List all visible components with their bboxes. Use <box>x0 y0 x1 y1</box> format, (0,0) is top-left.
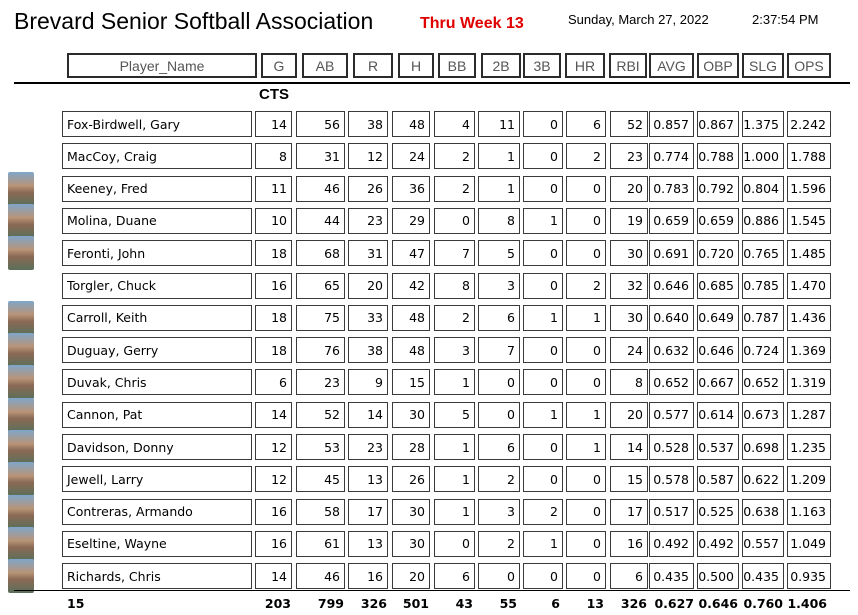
stat-h: 36 <box>392 176 430 202</box>
player-photo <box>8 430 34 464</box>
stat-avg: 0.632 <box>649 337 694 363</box>
player-name: Duguay, Gerry <box>62 337 252 363</box>
table-row <box>0 208 858 234</box>
player-photo <box>8 462 34 496</box>
player-name: Duvak, Chris <box>62 369 252 395</box>
stat-bb: 7 <box>434 240 475 266</box>
stat-g: 11 <box>255 176 292 202</box>
stat-hr: 1 <box>566 305 606 331</box>
table-row <box>0 499 858 525</box>
stat-rbi: 23 <box>610 143 648 169</box>
stat-r: 17 <box>348 499 388 525</box>
player-name: Jewell, Larry <box>62 466 252 492</box>
player-name: Torgler, Chuck <box>62 273 252 299</box>
column-header-hr: HR <box>565 53 605 78</box>
stat-bb: 5 <box>434 402 475 428</box>
stat-r: 16 <box>348 563 388 589</box>
stat-3b: 0 <box>523 240 563 266</box>
player-name: MacCoy, Craig <box>62 143 252 169</box>
stat-3b: 0 <box>523 434 563 460</box>
stat-rbi: 24 <box>610 337 648 363</box>
stat-h: 24 <box>392 143 430 169</box>
stat-2b: 0 <box>478 563 520 589</box>
stat-ab: 61 <box>296 531 345 557</box>
stat-avg: 0.652 <box>649 369 694 395</box>
stat-g: 6 <box>255 369 292 395</box>
stat-rbi: 15 <box>610 466 648 492</box>
stat-ab: 52 <box>296 402 345 428</box>
stat-2b: 1 <box>478 143 520 169</box>
table-row <box>0 111 858 137</box>
stat-ab: 23 <box>296 369 345 395</box>
stat-ab: 58 <box>296 499 345 525</box>
player-photo <box>8 365 34 399</box>
stat-g: 8 <box>255 143 292 169</box>
stat-g: 18 <box>255 305 292 331</box>
stat-rbi: 16 <box>610 531 648 557</box>
stat-3b: 1 <box>523 531 563 557</box>
stat-h: 29 <box>392 208 430 234</box>
stat-obp: 0.867 <box>697 111 739 137</box>
column-header-slg: SLG <box>742 53 784 78</box>
stat-ab: 68 <box>296 240 345 266</box>
stat-slg: 0.804 <box>742 176 784 202</box>
stat-ab: 65 <box>296 273 345 299</box>
stat-obp: 0.667 <box>697 369 739 395</box>
stat-rbi: 52 <box>610 111 648 137</box>
stat-3b: 0 <box>523 369 563 395</box>
stat-ops: 1.470 <box>787 273 831 299</box>
stat-rbi: 20 <box>610 402 648 428</box>
total-obp: 0.646 <box>698 596 738 611</box>
stat-3b: 0 <box>523 466 563 492</box>
player-name: Eseltine, Wayne <box>62 531 252 557</box>
stat-bb: 3 <box>434 337 475 363</box>
stat-rbi: 6 <box>610 563 648 589</box>
stat-h: 48 <box>392 337 430 363</box>
stat-ops: 0.935 <box>787 563 831 589</box>
stat-obp: 0.788 <box>697 143 739 169</box>
column-header-r: R <box>353 53 393 78</box>
header-divider <box>14 82 850 84</box>
player-photo <box>8 559 34 593</box>
stat-3b: 1 <box>523 305 563 331</box>
stat-bb: 8 <box>434 273 475 299</box>
player-photo <box>8 495 34 529</box>
stat-obp: 0.649 <box>697 305 739 331</box>
stat-ops: 1.319 <box>787 369 831 395</box>
stat-rbi: 30 <box>610 305 648 331</box>
stat-ops: 1.235 <box>787 434 831 460</box>
stat-hr: 2 <box>566 143 606 169</box>
stat-2b: 5 <box>478 240 520 266</box>
player-photo <box>8 301 34 335</box>
stat-g: 16 <box>255 273 292 299</box>
stat-3b: 0 <box>523 176 563 202</box>
stat-avg: 0.435 <box>649 563 694 589</box>
table-row <box>0 240 858 266</box>
stat-bb: 2 <box>434 143 475 169</box>
stat-rbi: 8 <box>610 369 648 395</box>
stat-rbi: 17 <box>610 499 648 525</box>
stat-h: 42 <box>392 273 430 299</box>
table-row <box>0 176 858 202</box>
stat-3b: 2 <box>523 499 563 525</box>
total-3b: 6 <box>551 596 560 611</box>
stat-obp: 0.646 <box>697 337 739 363</box>
stat-r: 14 <box>348 402 388 428</box>
stat-3b: 0 <box>523 337 563 363</box>
stat-h: 20 <box>392 563 430 589</box>
table-row <box>0 531 858 557</box>
stat-ab: 75 <box>296 305 345 331</box>
stat-slg: 0.886 <box>742 208 784 234</box>
column-header-bb: BB <box>438 53 476 78</box>
player-name: Carroll, Keith <box>62 305 252 331</box>
stat-avg: 0.659 <box>649 208 694 234</box>
player-photo <box>8 236 34 270</box>
stat-2b: 3 <box>478 273 520 299</box>
stat-h: 47 <box>392 240 430 266</box>
stat-hr: 0 <box>566 176 606 202</box>
total-rbi: 326 <box>620 596 647 611</box>
stat-h: 48 <box>392 305 430 331</box>
stat-r: 33 <box>348 305 388 331</box>
stat-avg: 0.578 <box>649 466 694 492</box>
stat-3b: 1 <box>523 402 563 428</box>
stat-avg: 0.857 <box>649 111 694 137</box>
stat-r: 31 <box>348 240 388 266</box>
stat-ops: 1.209 <box>787 466 831 492</box>
table-row <box>0 563 858 589</box>
stat-obp: 0.720 <box>697 240 739 266</box>
stat-g: 18 <box>255 240 292 266</box>
player-photo <box>8 204 34 238</box>
stat-bb: 0 <box>434 208 475 234</box>
stat-2b: 2 <box>478 531 520 557</box>
stat-g: 16 <box>255 531 292 557</box>
stat-bb: 1 <box>434 499 475 525</box>
stat-bb: 4 <box>434 111 475 137</box>
total-avg: 0.627 <box>654 596 694 611</box>
stat-ops: 1.596 <box>787 176 831 202</box>
total-h: 501 <box>402 596 429 611</box>
stat-hr: 1 <box>566 434 606 460</box>
stat-bb: 2 <box>434 176 475 202</box>
stat-slg: 0.638 <box>742 499 784 525</box>
player-name: Molina, Duane <box>62 208 252 234</box>
stat-2b: 6 <box>478 305 520 331</box>
stat-ops: 1.788 <box>787 143 831 169</box>
stat-g: 16 <box>255 499 292 525</box>
stat-3b: 0 <box>523 563 563 589</box>
column-header-2b: 2B <box>481 53 521 78</box>
stat-avg: 0.577 <box>649 402 694 428</box>
stat-r: 38 <box>348 337 388 363</box>
stat-g: 12 <box>255 434 292 460</box>
table-row <box>0 337 858 363</box>
stat-r: 20 <box>348 273 388 299</box>
stat-hr: 0 <box>566 208 606 234</box>
stat-g: 10 <box>255 208 292 234</box>
player-photo <box>8 398 34 432</box>
player-name: Feronti, John <box>62 240 252 266</box>
stat-g: 12 <box>255 466 292 492</box>
stat-ops: 1.369 <box>787 337 831 363</box>
stat-2b: 2 <box>478 466 520 492</box>
stat-h: 48 <box>392 111 430 137</box>
stat-hr: 0 <box>566 466 606 492</box>
stat-slg: 0.724 <box>742 337 784 363</box>
stat-obp: 0.587 <box>697 466 739 492</box>
player-name: Contreras, Armando <box>62 499 252 525</box>
stat-bb: 6 <box>434 563 475 589</box>
column-header-player-name: Player_Name <box>67 53 257 78</box>
table-row <box>0 402 858 428</box>
report-time: 2:37:54 PM <box>752 12 819 27</box>
stat-bb: 0 <box>434 531 475 557</box>
stat-2b: 0 <box>478 369 520 395</box>
stat-slg: 1.375 <box>742 111 784 137</box>
stat-hr: 1 <box>566 402 606 428</box>
stat-3b: 1 <box>523 208 563 234</box>
week-label: Thru Week 13 <box>420 15 524 32</box>
stat-g: 14 <box>255 111 292 137</box>
stat-obp: 0.537 <box>697 434 739 460</box>
stat-obp: 0.659 <box>697 208 739 234</box>
stat-r: 9 <box>348 369 388 395</box>
stat-ab: 46 <box>296 176 345 202</box>
stat-ops: 1.436 <box>787 305 831 331</box>
stat-slg: 1.000 <box>742 143 784 169</box>
stat-slg: 0.652 <box>742 369 784 395</box>
stat-obp: 0.792 <box>697 176 739 202</box>
stat-h: 30 <box>392 499 430 525</box>
stat-2b: 0 <box>478 402 520 428</box>
total-bb: 43 <box>455 596 473 611</box>
stat-h: 15 <box>392 369 430 395</box>
stat-g: 14 <box>255 402 292 428</box>
stat-slg: 0.557 <box>742 531 784 557</box>
total-ab: 799 <box>317 596 344 611</box>
stat-ab: 53 <box>296 434 345 460</box>
stat-bb: 2 <box>434 305 475 331</box>
stat-hr: 0 <box>566 499 606 525</box>
stat-2b: 6 <box>478 434 520 460</box>
column-header-3b: 3B <box>523 53 561 78</box>
stat-ops: 1.545 <box>787 208 831 234</box>
stat-avg: 0.691 <box>649 240 694 266</box>
stat-bb: 1 <box>434 434 475 460</box>
stat-rbi: 30 <box>610 240 648 266</box>
stat-hr: 0 <box>566 337 606 363</box>
stat-ab: 46 <box>296 563 345 589</box>
total-hr: 13 <box>586 596 604 611</box>
table-row <box>0 305 858 331</box>
stat-avg: 0.640 <box>649 305 694 331</box>
stat-ops: 1.163 <box>787 499 831 525</box>
stat-rbi: 20 <box>610 176 648 202</box>
stat-2b: 7 <box>478 337 520 363</box>
stat-bb: 1 <box>434 466 475 492</box>
report-date: Sunday, March 27, 2022 <box>568 12 709 27</box>
column-header-h: H <box>398 53 434 78</box>
stat-h: 28 <box>392 434 430 460</box>
stat-ab: 45 <box>296 466 345 492</box>
totals-divider <box>14 590 850 591</box>
team-label: CTS <box>259 86 289 103</box>
column-header-rbi: RBI <box>609 53 647 78</box>
total-slg: 0.760 <box>743 596 783 611</box>
column-header-ops: OPS <box>787 53 831 78</box>
table-row <box>0 273 858 299</box>
stat-ab: 31 <box>296 143 345 169</box>
stat-rbi: 32 <box>610 273 648 299</box>
table-row <box>0 434 858 460</box>
player-name: Davidson, Donny <box>62 434 252 460</box>
total-r: 326 <box>360 596 387 611</box>
stat-avg: 0.517 <box>649 499 694 525</box>
stat-ab: 56 <box>296 111 345 137</box>
stat-2b: 11 <box>478 111 520 137</box>
stat-ab: 76 <box>296 337 345 363</box>
stat-2b: 3 <box>478 499 520 525</box>
stat-slg: 0.787 <box>742 305 784 331</box>
column-header-avg: AVG <box>649 53 694 78</box>
stat-r: 26 <box>348 176 388 202</box>
stat-avg: 0.646 <box>649 273 694 299</box>
stat-slg: 0.435 <box>742 563 784 589</box>
player-photo <box>8 172 34 206</box>
stat-slg: 0.698 <box>742 434 784 460</box>
stat-slg: 0.622 <box>742 466 784 492</box>
stat-h: 30 <box>392 402 430 428</box>
column-header-obp: OBP <box>697 53 739 78</box>
table-row <box>0 143 858 169</box>
total-g: 203 <box>264 596 291 611</box>
stat-hr: 0 <box>566 240 606 266</box>
total-ops: 1.406 <box>787 596 827 611</box>
stat-obp: 0.492 <box>697 531 739 557</box>
stat-g: 18 <box>255 337 292 363</box>
stat-obp: 0.685 <box>697 273 739 299</box>
stat-avg: 0.528 <box>649 434 694 460</box>
stat-slg: 0.673 <box>742 402 784 428</box>
stat-hr: 0 <box>566 531 606 557</box>
stat-h: 26 <box>392 466 430 492</box>
player-name: Cannon, Pat <box>62 402 252 428</box>
stat-ops: 1.049 <box>787 531 831 557</box>
stat-r: 12 <box>348 143 388 169</box>
player-name: Keeney, Fred <box>62 176 252 202</box>
stat-hr: 6 <box>566 111 606 137</box>
page-title: Brevard Senior Softball Association <box>14 8 374 34</box>
totals-row <box>0 596 858 612</box>
stat-obp: 0.614 <box>697 402 739 428</box>
stat-rbi: 14 <box>610 434 648 460</box>
stat-ops: 2.242 <box>787 111 831 137</box>
stat-rbi: 19 <box>610 208 648 234</box>
stat-2b: 8 <box>478 208 520 234</box>
player-name: Richards, Chris <box>62 563 252 589</box>
stat-ops: 1.485 <box>787 240 831 266</box>
player-name: Fox-Birdwell, Gary <box>62 111 252 137</box>
stat-ops: 1.287 <box>787 402 831 428</box>
stat-3b: 0 <box>523 143 563 169</box>
stat-hr: 0 <box>566 369 606 395</box>
stat-h: 30 <box>392 531 430 557</box>
stat-2b: 1 <box>478 176 520 202</box>
stat-obp: 0.500 <box>697 563 739 589</box>
player-photo <box>8 527 34 561</box>
stat-3b: 0 <box>523 111 563 137</box>
stat-g: 14 <box>255 563 292 589</box>
stat-hr: 0 <box>566 563 606 589</box>
stat-bb: 1 <box>434 369 475 395</box>
total-2b: 55 <box>499 596 517 611</box>
stat-hr: 2 <box>566 273 606 299</box>
stat-r: 13 <box>348 466 388 492</box>
player-photo <box>8 333 34 367</box>
stat-3b: 0 <box>523 273 563 299</box>
stat-ab: 44 <box>296 208 345 234</box>
stat-r: 38 <box>348 111 388 137</box>
stat-r: 13 <box>348 531 388 557</box>
stat-r: 23 <box>348 434 388 460</box>
stat-avg: 0.774 <box>649 143 694 169</box>
column-header-ab: AB <box>302 53 348 78</box>
stat-avg: 0.492 <box>649 531 694 557</box>
stat-obp: 0.525 <box>697 499 739 525</box>
column-header-g: G <box>261 53 297 78</box>
stat-slg: 0.785 <box>742 273 784 299</box>
stat-r: 23 <box>348 208 388 234</box>
stat-avg: 0.783 <box>649 176 694 202</box>
player-count: 15 <box>67 596 85 611</box>
table-row <box>0 466 858 492</box>
stat-slg: 0.765 <box>742 240 784 266</box>
table-row <box>0 369 858 395</box>
